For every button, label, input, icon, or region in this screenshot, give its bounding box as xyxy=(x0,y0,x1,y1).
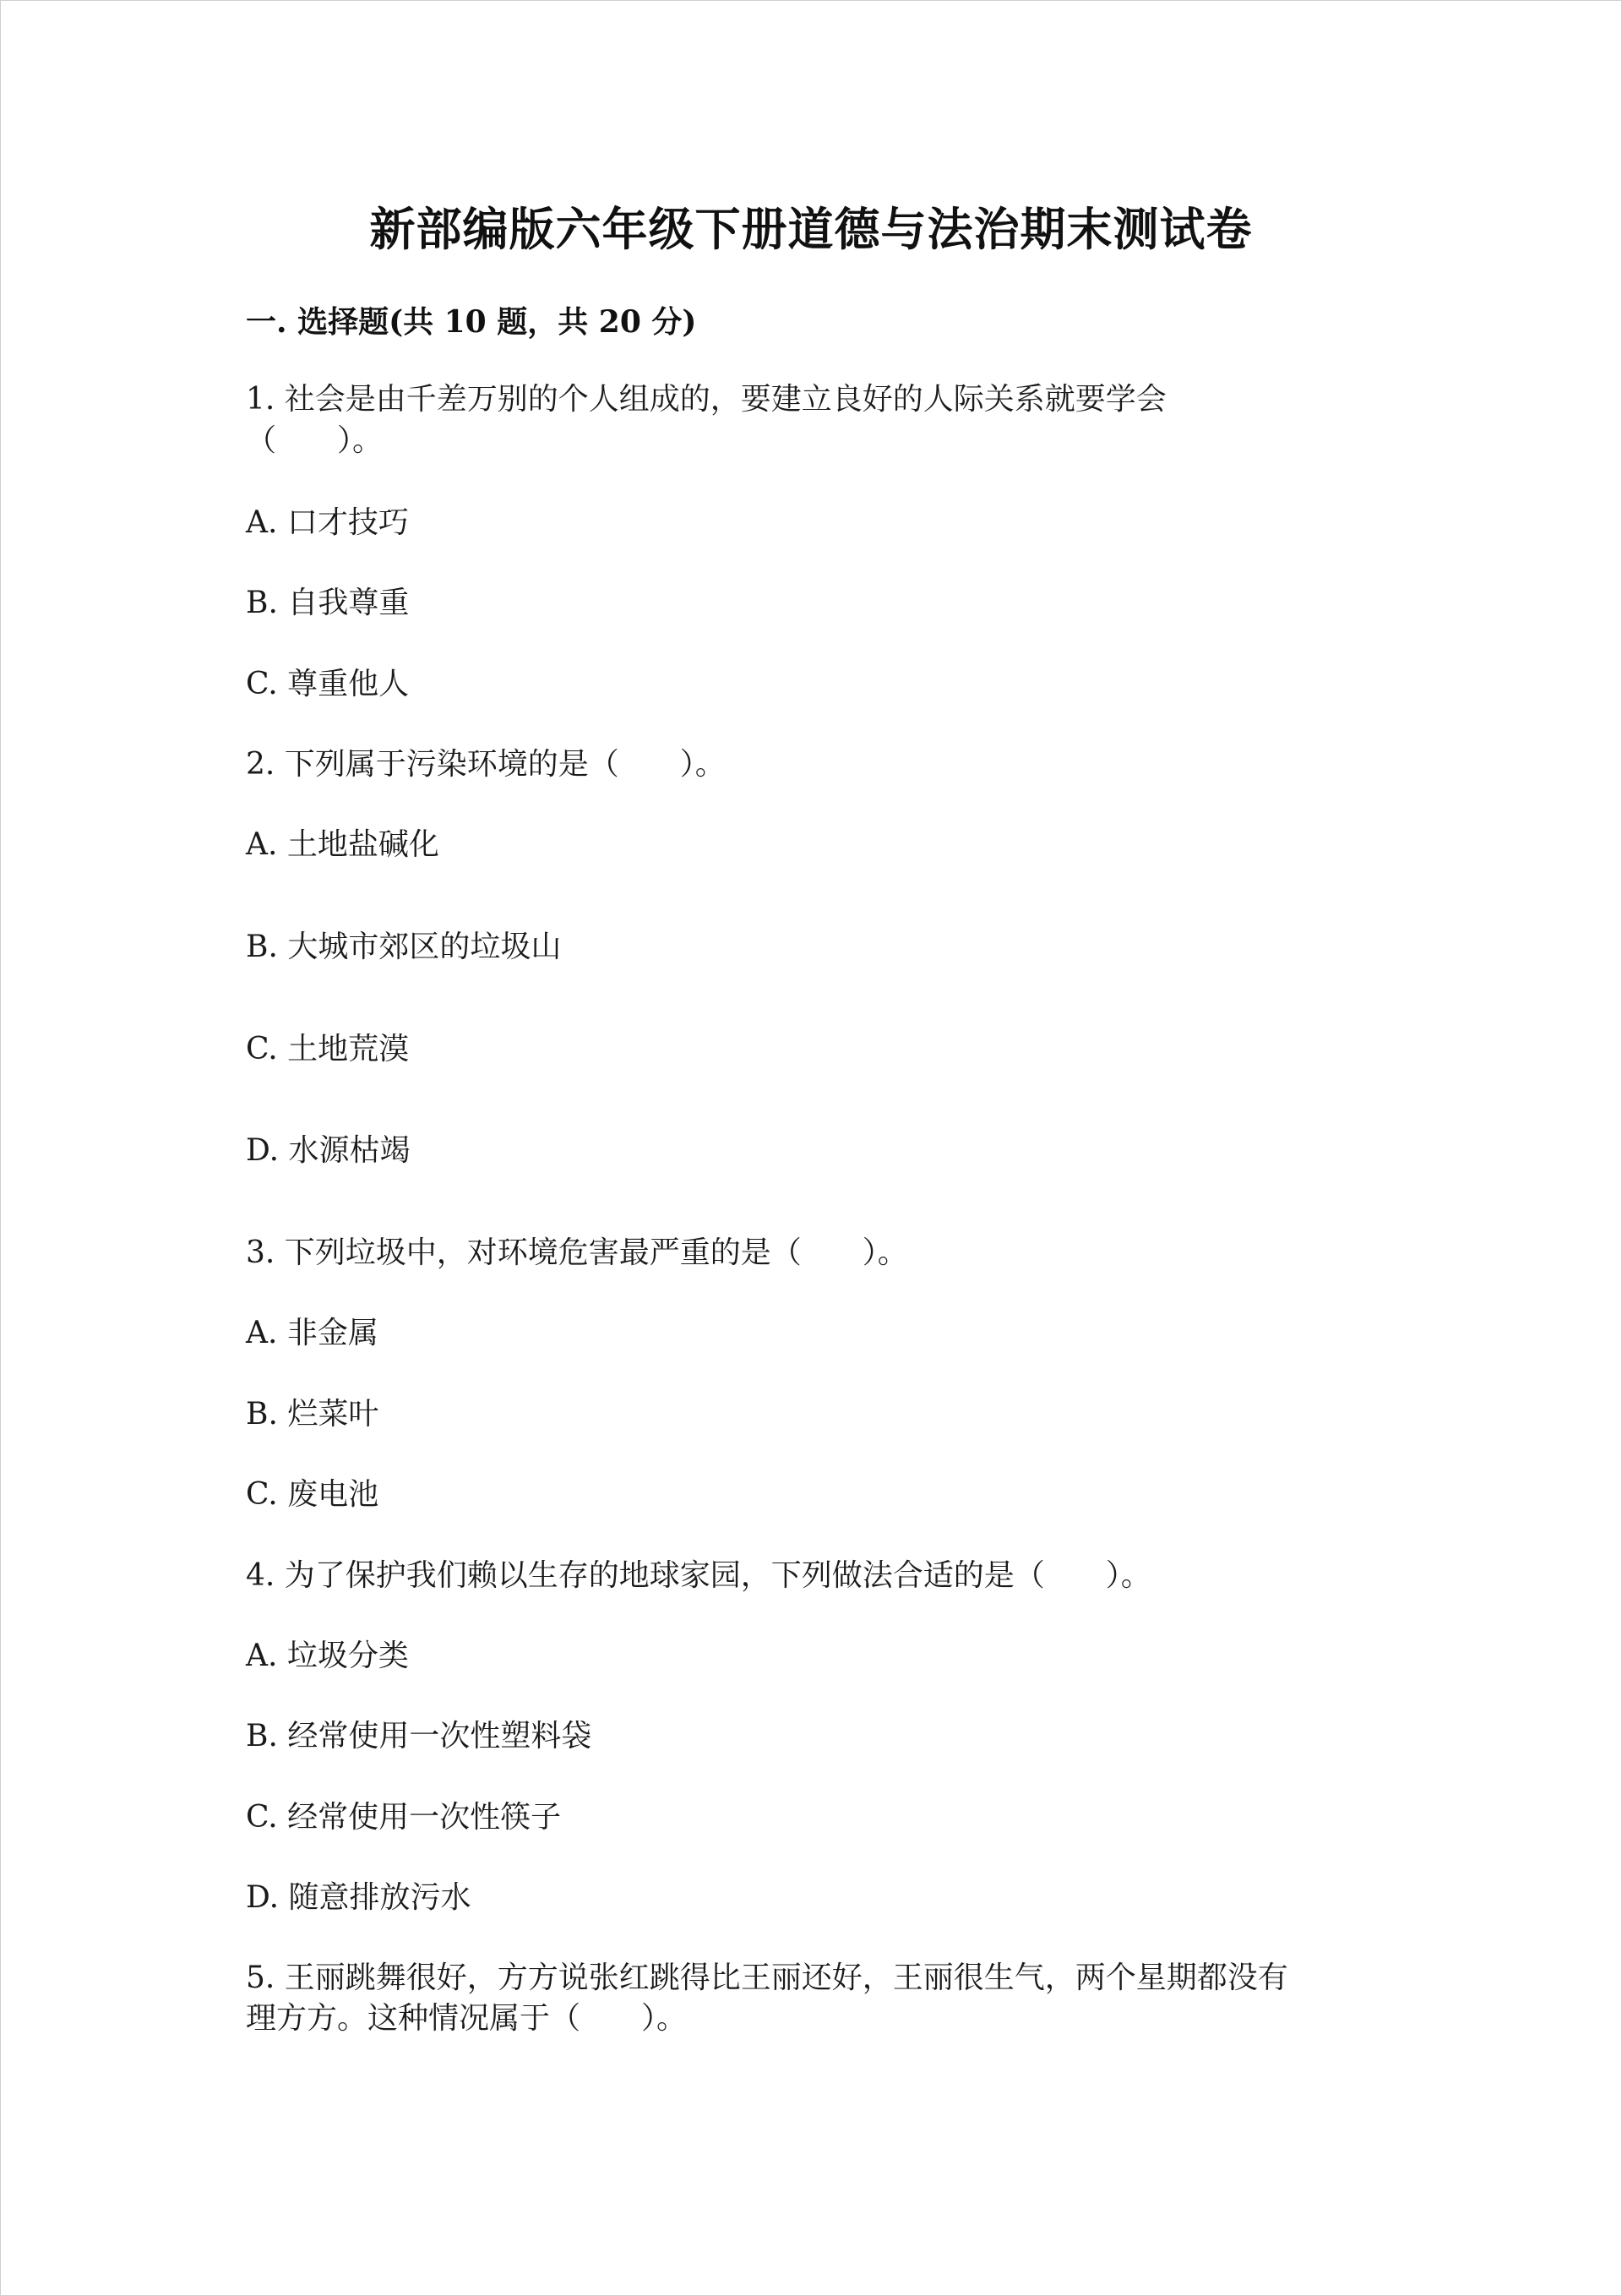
question-5-stem-line-1: 5. 王丽跳舞很好，方方说张红跳得比王丽还好，王丽很生气，两个星期都没有 xyxy=(246,1961,1288,1995)
question-3-stem: 3. 下列垃圾中，对环境危害最严重的是（ ）。 xyxy=(246,1235,908,1270)
question-4-option-d: D. 随意排放污水 xyxy=(246,1880,471,1915)
question-4-stem: 4. 为了保护我们赖以生存的地球家园，下列做法合适的是（ ）。 xyxy=(246,1558,1151,1593)
question-1-stem-line-1: 1. 社会是由千差万别的个人组成的，要建立良好的人际关系就要学会 xyxy=(246,382,1167,417)
question-1-option-c: C. 尊重他人 xyxy=(246,667,410,701)
question-3-option-c: C. 废电池 xyxy=(246,1477,379,1512)
question-2-option-b: B. 大城市郊区的垃圾山 xyxy=(246,930,562,964)
question-4-option-a: A. 垃圾分类 xyxy=(246,1639,409,1673)
question-1-stem-line-2: （ ）。 xyxy=(246,423,384,458)
question-3-option-b: B. 烂菜叶 xyxy=(246,1397,379,1432)
question-2-option-d: D. 水源枯竭 xyxy=(246,1133,411,1168)
question-5-stem-line-2: 理方方。这种情况属于（ ）。 xyxy=(246,2001,688,2036)
question-2-stem: 2. 下列属于污染环境的是（ ）。 xyxy=(246,747,726,782)
question-4-option-b: B. 经常使用一次性塑料袋 xyxy=(246,1719,592,1753)
section-heading-multiple-choice: 一. 选择题(共 10 题，共 20 分) xyxy=(246,304,697,340)
question-1-option-b: B. 自我尊重 xyxy=(246,586,410,620)
question-3-option-a: A. 非金属 xyxy=(246,1316,378,1350)
question-1-option-a: A. 口才技巧 xyxy=(246,505,409,540)
exam-title: 新部编版六年级下册道德与法治期末测试卷 xyxy=(369,202,1253,256)
question-2-option-c: C. 土地荒漠 xyxy=(246,1032,410,1066)
question-4-option-c: C. 经常使用一次性筷子 xyxy=(246,1800,562,1835)
question-2-option-a: A. 土地盐碱化 xyxy=(246,827,439,862)
